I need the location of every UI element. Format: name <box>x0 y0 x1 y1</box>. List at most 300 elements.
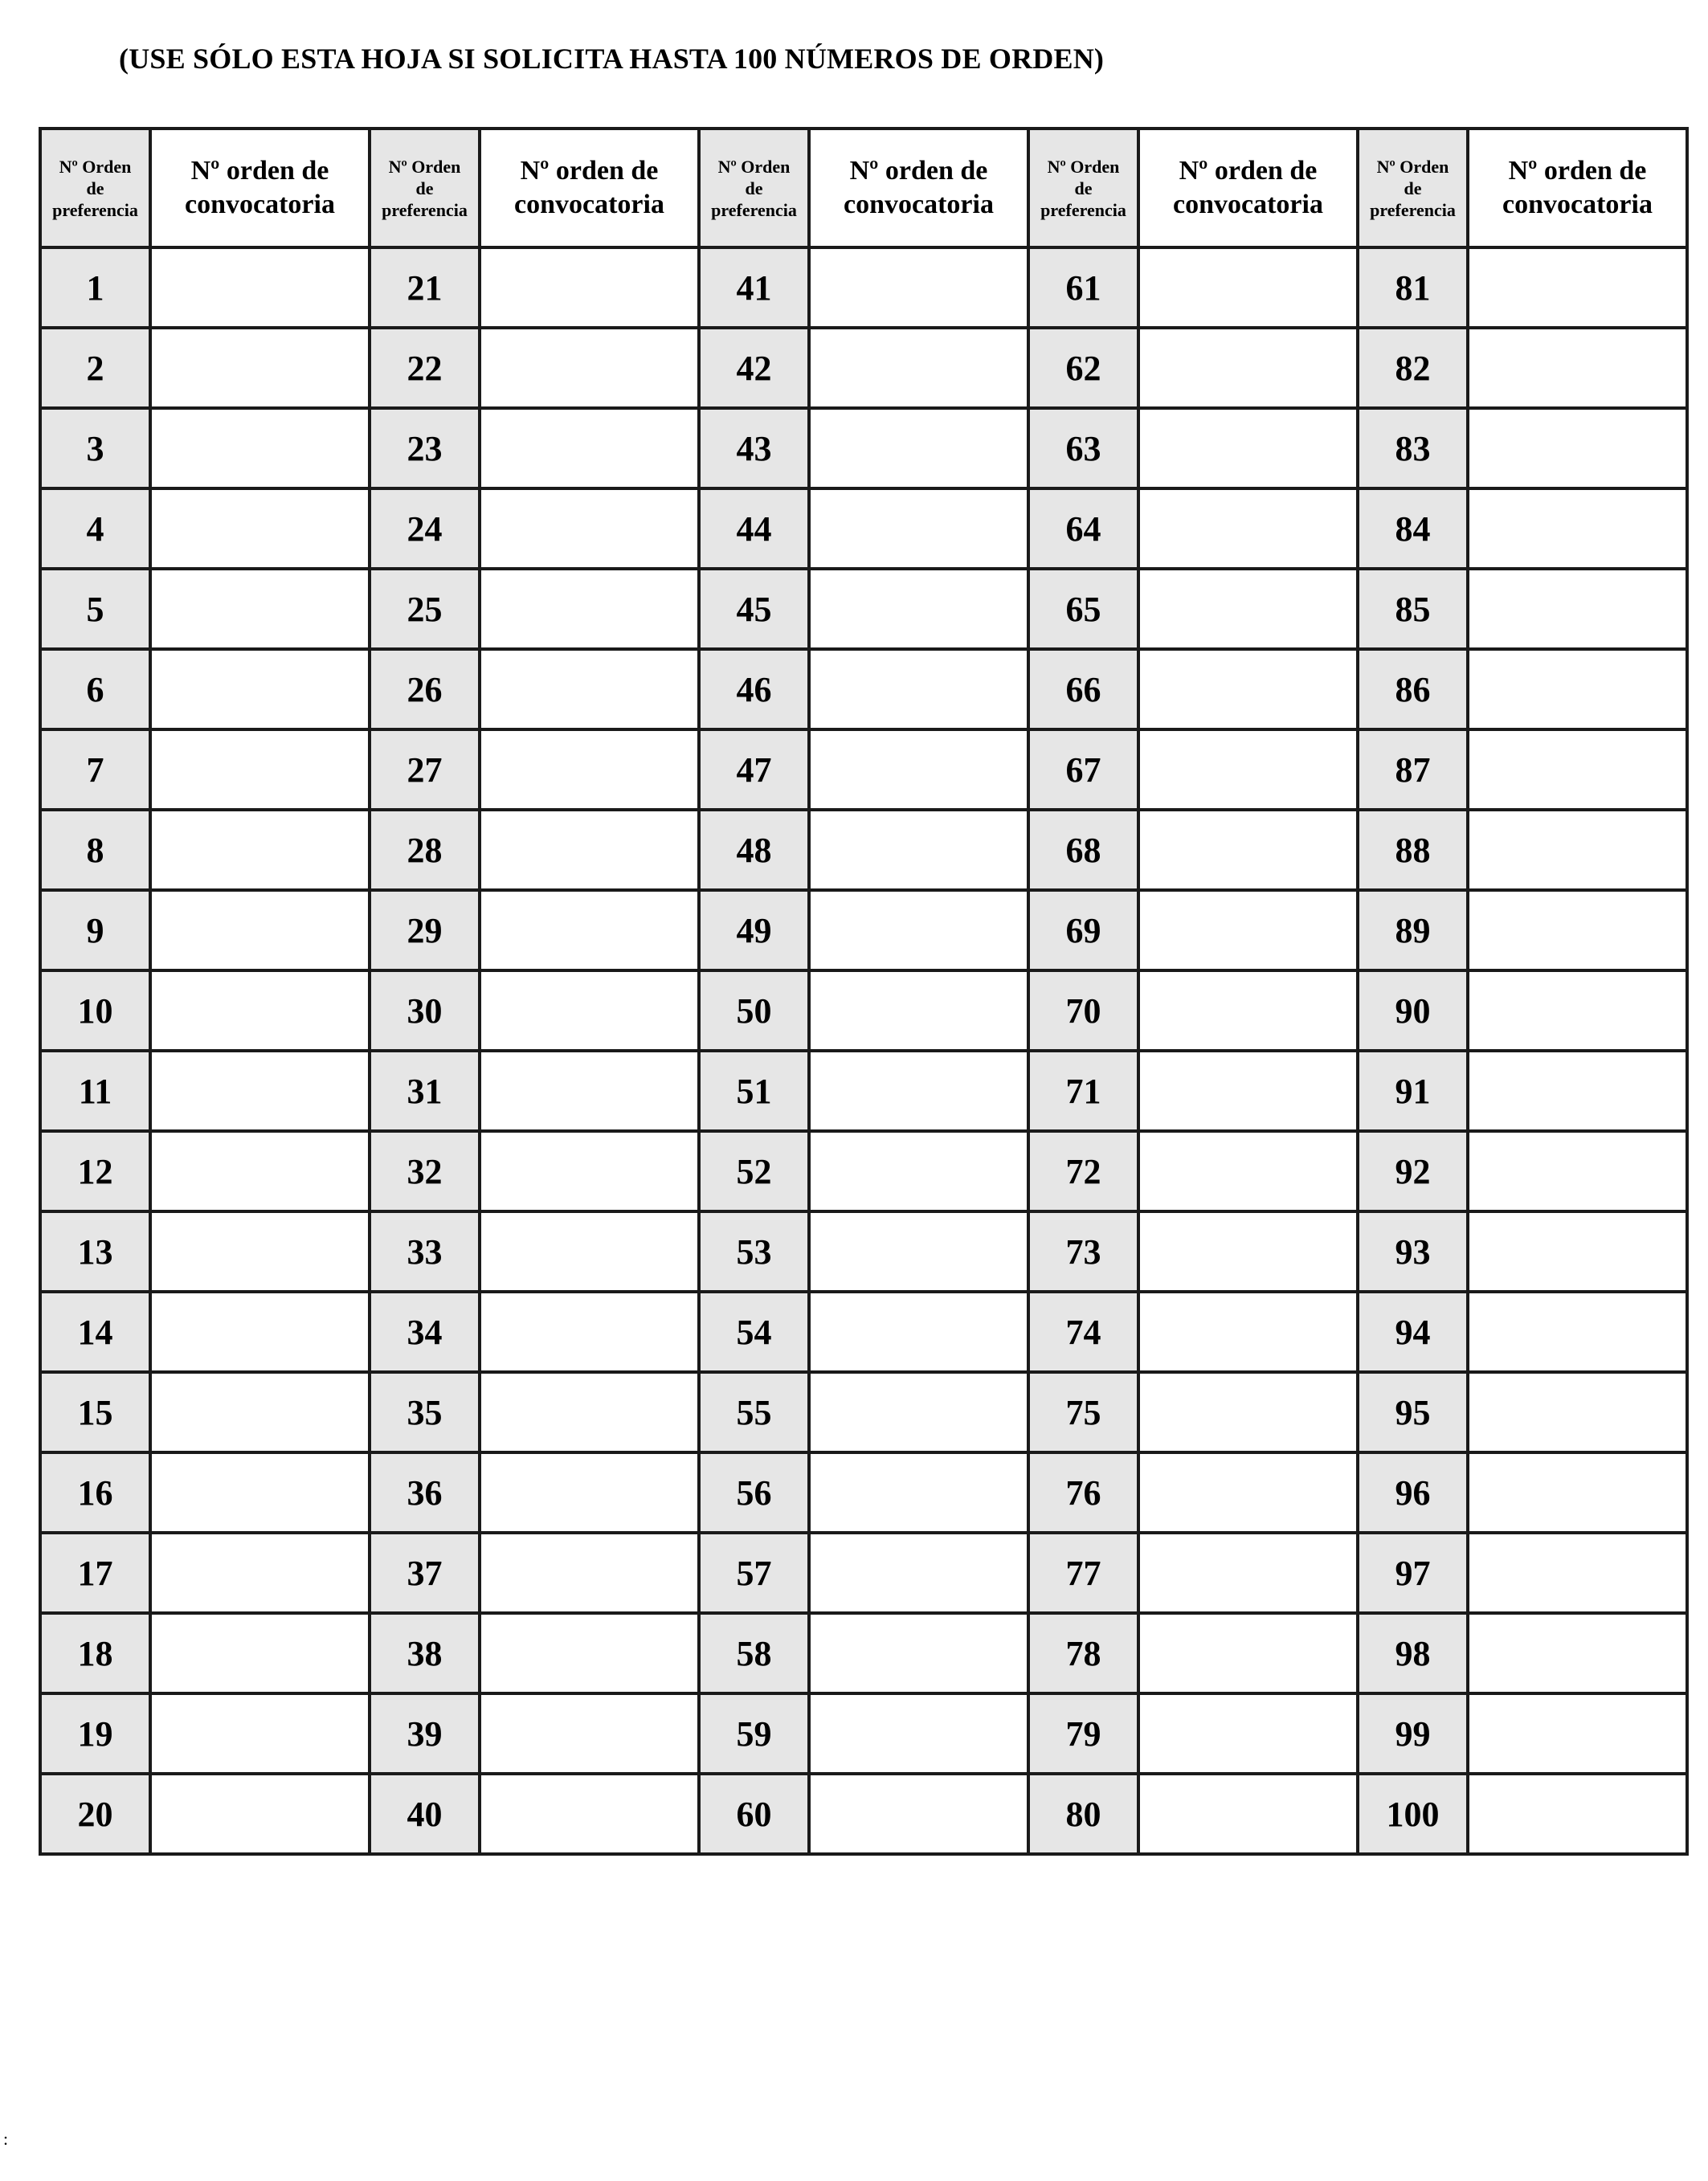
convocatoria-order-input[interactable] <box>811 913 1027 948</box>
convocatoria-cell[interactable] <box>480 1372 699 1452</box>
convocatoria-order-input[interactable] <box>1140 832 1356 868</box>
convocatoria-cell[interactable] <box>480 247 699 328</box>
preference-number: 48 <box>699 810 809 890</box>
convocatoria-cell[interactable] <box>150 1533 370 1613</box>
convocatoria-cell[interactable] <box>150 810 370 890</box>
convocatoria-cell[interactable] <box>480 569 699 649</box>
convocatoria-order-input[interactable] <box>1469 1154 1686 1189</box>
convocatoria-cell[interactable] <box>1468 1613 1687 1693</box>
preference-header <box>40 129 150 247</box>
convocatoria-order-input[interactable] <box>481 752 697 787</box>
convocatoria-cell[interactable] <box>480 890 699 970</box>
convocatoria-order-input[interactable] <box>1140 591 1356 627</box>
convocatoria-order-input[interactable] <box>481 1716 697 1751</box>
convocatoria-cell[interactable] <box>1468 569 1687 649</box>
convocatoria-cell[interactable] <box>150 1452 370 1533</box>
preference-number: 73 <box>1028 1211 1138 1292</box>
convocatoria-order-input[interactable] <box>152 913 368 948</box>
convocatoria-cell[interactable] <box>1138 970 1358 1051</box>
convocatoria-cell[interactable] <box>1468 1774 1687 1854</box>
convocatoria-order-input[interactable] <box>811 1796 1027 1832</box>
convocatoria-order-input[interactable] <box>152 752 368 787</box>
preference-number: 11 <box>40 1051 150 1131</box>
preference-number: 18 <box>40 1613 150 1693</box>
table-row <box>40 488 1687 569</box>
convocatoria-order-input[interactable] <box>481 511 697 546</box>
convocatoria-order-input[interactable] <box>1140 350 1356 386</box>
convocatoria-cell[interactable] <box>1468 1452 1687 1533</box>
convocatoria-order-input[interactable] <box>1469 993 1686 1028</box>
convocatoria-cell[interactable] <box>1468 1372 1687 1452</box>
convocatoria-order-input[interactable] <box>811 993 1027 1028</box>
convocatoria-cell[interactable] <box>809 970 1028 1051</box>
convocatoria-cell[interactable] <box>1138 1372 1358 1452</box>
convocatoria-cell[interactable] <box>809 1693 1028 1774</box>
convocatoria-cell[interactable] <box>150 408 370 488</box>
preference-header-line: preferencia <box>52 199 138 220</box>
preference-number: 97 <box>1358 1533 1468 1613</box>
convocatoria-order-input[interactable] <box>481 431 697 466</box>
preference-number: 56 <box>699 1452 809 1533</box>
convocatoria-order-input[interactable] <box>481 1636 697 1671</box>
table-row <box>40 1292 1687 1372</box>
convocatoria-cell[interactable] <box>1468 488 1687 569</box>
convocatoria-cell[interactable] <box>809 1613 1028 1693</box>
table-row <box>40 970 1687 1051</box>
convocatoria-order-input[interactable] <box>1469 431 1686 466</box>
preference-number: 100 <box>1358 1774 1468 1854</box>
convocatoria-order-input[interactable] <box>481 993 697 1028</box>
convocatoria-order-input[interactable] <box>1140 752 1356 787</box>
page-title: (USE SÓLO ESTA HOJA SI SOLICITA HASTA 100 NÚMEROS DE ORDEN) <box>119 43 1105 75</box>
convocatoria-cell[interactable] <box>1138 1292 1358 1372</box>
convocatoria-order-input[interactable] <box>811 1555 1027 1591</box>
convocatoria-order-input[interactable] <box>1140 913 1356 948</box>
preference-number: 47 <box>699 729 809 810</box>
convocatoria-order-input[interactable] <box>811 1154 1027 1189</box>
preference-header-line: Nº Orden <box>1376 156 1449 177</box>
convocatoria-order-input[interactable] <box>152 1555 368 1591</box>
preference-number: 88 <box>1358 810 1468 890</box>
convocatoria-order-input[interactable] <box>1140 1475 1356 1510</box>
convocatoria-order-input[interactable] <box>1140 270 1356 305</box>
preference-header-line: preferencia <box>1040 199 1126 220</box>
convocatoria-cell[interactable] <box>150 1292 370 1372</box>
convocatoria-header-line: Nº orden de <box>1508 156 1647 186</box>
preference-number: 29 <box>370 890 480 970</box>
preference-number: 7 <box>40 729 150 810</box>
preference-number: 12 <box>40 1131 150 1211</box>
preference-header <box>1028 129 1138 247</box>
preference-number: 6 <box>40 649 150 729</box>
convocatoria-order-input[interactable] <box>1140 1395 1356 1430</box>
convocatoria-cell[interactable] <box>809 1292 1028 1372</box>
convocatoria-order-input[interactable] <box>811 832 1027 868</box>
convocatoria-cell[interactable] <box>1468 1051 1687 1131</box>
convocatoria-cell[interactable] <box>150 970 370 1051</box>
convocatoria-order-input[interactable] <box>1140 1073 1356 1109</box>
preference-number: 40 <box>370 1774 480 1854</box>
preference-number: 79 <box>1028 1693 1138 1774</box>
preference-number: 26 <box>370 649 480 729</box>
convocatoria-cell[interactable] <box>1138 890 1358 970</box>
convocatoria-cell[interactable] <box>1468 408 1687 488</box>
convocatoria-cell[interactable] <box>809 890 1028 970</box>
convocatoria-order-input[interactable] <box>481 270 697 305</box>
preference-number: 95 <box>1358 1372 1468 1452</box>
preference-number: 90 <box>1358 970 1468 1051</box>
convocatoria-cell[interactable] <box>809 1211 1028 1292</box>
convocatoria-order-input[interactable] <box>1469 1475 1686 1510</box>
convocatoria-header-line: Nº orden de <box>190 156 329 186</box>
preference-number: 54 <box>699 1292 809 1372</box>
convocatoria-cell[interactable] <box>1138 569 1358 649</box>
convocatoria-order-input[interactable] <box>152 1314 368 1350</box>
convocatoria-order-input[interactable] <box>152 993 368 1028</box>
convocatoria-order-input[interactable] <box>152 270 368 305</box>
convocatoria-order-input[interactable] <box>811 1475 1027 1510</box>
convocatoria-order-input[interactable] <box>811 591 1027 627</box>
convocatoria-order-input[interactable] <box>152 672 368 707</box>
convocatoria-cell[interactable] <box>1138 810 1358 890</box>
convocatoria-cell[interactable] <box>1468 1211 1687 1292</box>
preference-number: 22 <box>370 328 480 408</box>
convocatoria-cell[interactable] <box>809 1131 1028 1211</box>
convocatoria-order-input[interactable] <box>481 913 697 948</box>
convocatoria-order-input[interactable] <box>1469 752 1686 787</box>
preference-number: 13 <box>40 1211 150 1292</box>
convocatoria-cell[interactable] <box>1138 649 1358 729</box>
preference-order-table <box>39 127 1689 1856</box>
convocatoria-cell[interactable] <box>1138 1131 1358 1211</box>
convocatoria-cell[interactable] <box>480 408 699 488</box>
preference-number: 92 <box>1358 1131 1468 1211</box>
convocatoria-cell[interactable] <box>480 328 699 408</box>
convocatoria-order-input[interactable] <box>1469 672 1686 707</box>
convocatoria-cell[interactable] <box>150 569 370 649</box>
preference-number: 51 <box>699 1051 809 1131</box>
convocatoria-order-input[interactable] <box>1140 1555 1356 1591</box>
preference-header-line: preferencia <box>382 199 468 220</box>
convocatoria-order-input[interactable] <box>811 1073 1027 1109</box>
preference-number: 59 <box>699 1693 809 1774</box>
convocatoria-order-input[interactable] <box>811 270 1027 305</box>
convocatoria-order-input[interactable] <box>811 1314 1027 1350</box>
preference-header-line: Nº Orden <box>717 156 791 177</box>
convocatoria-order-input[interactable] <box>481 1395 697 1430</box>
convocatoria-cell[interactable] <box>480 1211 699 1292</box>
preference-header <box>370 129 480 247</box>
preference-number: 3 <box>40 408 150 488</box>
convocatoria-header <box>809 129 1028 247</box>
convocatoria-order-input[interactable] <box>481 1154 697 1189</box>
convocatoria-cell[interactable] <box>150 1131 370 1211</box>
preference-number: 57 <box>699 1533 809 1613</box>
convocatoria-order-input[interactable] <box>1140 1636 1356 1671</box>
preference-number: 27 <box>370 729 480 810</box>
convocatoria-cell[interactable] <box>150 649 370 729</box>
preference-number: 74 <box>1028 1292 1138 1372</box>
convocatoria-order-input[interactable] <box>1469 591 1686 627</box>
convocatoria-order-input[interactable] <box>1140 511 1356 546</box>
convocatoria-header-line: convocatoria <box>1502 190 1653 219</box>
preference-header <box>699 129 809 247</box>
preference-header-line: de <box>1404 178 1422 198</box>
convocatoria-order-input[interactable] <box>481 350 697 386</box>
convocatoria-header <box>1138 129 1358 247</box>
convocatoria-header <box>1468 129 1687 247</box>
convocatoria-cell[interactable] <box>1138 247 1358 328</box>
preference-number: 75 <box>1028 1372 1138 1452</box>
convocatoria-order-input[interactable] <box>152 1716 368 1751</box>
convocatoria-order-input[interactable] <box>1140 1234 1356 1269</box>
convocatoria-cell[interactable] <box>1468 890 1687 970</box>
convocatoria-cell[interactable] <box>1138 729 1358 810</box>
table-row <box>40 1533 1687 1613</box>
convocatoria-cell[interactable] <box>809 569 1028 649</box>
preference-number: 15 <box>40 1372 150 1452</box>
convocatoria-order-input[interactable] <box>152 591 368 627</box>
preference-number: 10 <box>40 970 150 1051</box>
convocatoria-order-input[interactable] <box>481 1555 697 1591</box>
preference-number: 28 <box>370 810 480 890</box>
table-row <box>40 1372 1687 1452</box>
convocatoria-order-input[interactable] <box>811 431 1027 466</box>
preference-header-line: de <box>1074 178 1093 198</box>
preference-number: 68 <box>1028 810 1138 890</box>
convocatoria-cell[interactable] <box>1468 970 1687 1051</box>
convocatoria-order-input[interactable] <box>811 1716 1027 1751</box>
convocatoria-order-input[interactable] <box>481 1073 697 1109</box>
preference-number: 2 <box>40 328 150 408</box>
convocatoria-cell[interactable] <box>809 247 1028 328</box>
preference-number: 21 <box>370 247 480 328</box>
convocatoria-order-input[interactable] <box>152 1154 368 1189</box>
convocatoria-cell[interactable] <box>480 1693 699 1774</box>
convocatoria-cell[interactable] <box>480 488 699 569</box>
convocatoria-cell[interactable] <box>809 488 1028 569</box>
convocatoria-order-input[interactable] <box>152 1073 368 1109</box>
convocatoria-order-input[interactable] <box>1469 1716 1686 1751</box>
convocatoria-cell[interactable] <box>1138 328 1358 408</box>
convocatoria-cell[interactable] <box>809 1051 1028 1131</box>
convocatoria-header-line: convocatoria <box>514 190 664 219</box>
convocatoria-order-input[interactable] <box>481 1314 697 1350</box>
convocatoria-header-line: Nº orden de <box>849 156 988 186</box>
convocatoria-cell[interactable] <box>809 408 1028 488</box>
convocatoria-cell[interactable] <box>480 1533 699 1613</box>
convocatoria-cell[interactable] <box>150 328 370 408</box>
convocatoria-cell[interactable] <box>809 810 1028 890</box>
convocatoria-cell[interactable] <box>480 649 699 729</box>
convocatoria-cell[interactable] <box>809 649 1028 729</box>
convocatoria-header-line: Nº orden de <box>520 156 659 186</box>
preference-number: 83 <box>1358 408 1468 488</box>
convocatoria-order-input[interactable] <box>1140 1716 1356 1751</box>
table-row <box>40 1051 1687 1131</box>
convocatoria-cell[interactable] <box>150 1693 370 1774</box>
preference-number: 16 <box>40 1452 150 1533</box>
convocatoria-cell[interactable] <box>1468 810 1687 890</box>
convocatoria-cell[interactable] <box>480 1452 699 1533</box>
convocatoria-cell[interactable] <box>1468 247 1687 328</box>
convocatoria-order-input[interactable] <box>1469 1555 1686 1591</box>
convocatoria-order-input[interactable] <box>481 591 697 627</box>
convocatoria-order-input[interactable] <box>1469 270 1686 305</box>
convocatoria-header <box>480 129 699 247</box>
convocatoria-cell[interactable] <box>1468 1533 1687 1613</box>
preference-number: 39 <box>370 1693 480 1774</box>
convocatoria-order-input[interactable] <box>152 1234 368 1269</box>
convocatoria-cell[interactable] <box>809 1452 1028 1533</box>
convocatoria-order-input[interactable] <box>481 672 697 707</box>
convocatoria-order-input[interactable] <box>481 832 697 868</box>
convocatoria-order-input[interactable] <box>152 511 368 546</box>
preference-number: 36 <box>370 1452 480 1533</box>
table-row <box>40 1613 1687 1693</box>
convocatoria-order-input[interactable] <box>1469 1314 1686 1350</box>
convocatoria-cell[interactable] <box>480 1051 699 1131</box>
footer-mark: : <box>3 2129 9 2149</box>
convocatoria-cell[interactable] <box>150 488 370 569</box>
convocatoria-order-input[interactable] <box>811 350 1027 386</box>
convocatoria-order-input[interactable] <box>152 1636 368 1671</box>
convocatoria-cell[interactable] <box>809 328 1028 408</box>
preference-number: 23 <box>370 408 480 488</box>
convocatoria-header-line: convocatoria <box>185 190 335 219</box>
convocatoria-order-input[interactable] <box>811 1636 1027 1671</box>
convocatoria-cell[interactable] <box>480 970 699 1051</box>
convocatoria-order-input[interactable] <box>1140 431 1356 466</box>
convocatoria-cell[interactable] <box>1138 1693 1358 1774</box>
preference-number: 67 <box>1028 729 1138 810</box>
preference-header-line: de <box>745 178 763 198</box>
convocatoria-order-input[interactable] <box>811 672 1027 707</box>
convocatoria-cell[interactable] <box>150 247 370 328</box>
convocatoria-cell[interactable] <box>809 1372 1028 1452</box>
convocatoria-cell[interactable] <box>1138 1211 1358 1292</box>
convocatoria-cell[interactable] <box>150 1372 370 1452</box>
convocatoria-cell[interactable] <box>1138 488 1358 569</box>
table-row <box>40 729 1687 810</box>
preference-number: 42 <box>699 328 809 408</box>
convocatoria-order-input[interactable] <box>152 1395 368 1430</box>
convocatoria-cell[interactable] <box>1138 1533 1358 1613</box>
convocatoria-cell[interactable] <box>1138 1452 1358 1533</box>
convocatoria-order-input[interactable] <box>152 832 368 868</box>
preference-number: 71 <box>1028 1051 1138 1131</box>
convocatoria-order-input[interactable] <box>1469 1234 1686 1269</box>
preference-number: 94 <box>1358 1292 1468 1372</box>
convocatoria-cell[interactable] <box>150 1613 370 1693</box>
convocatoria-cell[interactable] <box>1468 1693 1687 1774</box>
convocatoria-cell[interactable] <box>480 1131 699 1211</box>
convocatoria-order-input[interactable] <box>152 1475 368 1510</box>
convocatoria-header-line: convocatoria <box>844 190 994 219</box>
convocatoria-order-input[interactable] <box>1140 1154 1356 1189</box>
preference-header-line: Nº Orden <box>59 156 132 177</box>
convocatoria-order-input[interactable] <box>1140 1314 1356 1350</box>
convocatoria-cell[interactable] <box>809 1774 1028 1854</box>
preference-number: 9 <box>40 890 150 970</box>
convocatoria-order-input[interactable] <box>811 752 1027 787</box>
preference-number: 37 <box>370 1533 480 1613</box>
convocatoria-cell[interactable] <box>150 1774 370 1854</box>
preference-number: 86 <box>1358 649 1468 729</box>
convocatoria-cell[interactable] <box>1468 649 1687 729</box>
convocatoria-cell[interactable] <box>1468 1131 1687 1211</box>
preference-number: 80 <box>1028 1774 1138 1854</box>
convocatoria-order-input[interactable] <box>1469 511 1686 546</box>
convocatoria-cell[interactable] <box>150 890 370 970</box>
convocatoria-order-input[interactable] <box>152 431 368 466</box>
preference-header-line: de <box>415 178 434 198</box>
convocatoria-order-input[interactable] <box>152 350 368 386</box>
convocatoria-cell[interactable] <box>1138 1613 1358 1693</box>
convocatoria-order-input[interactable] <box>1140 1796 1356 1832</box>
preference-number: 93 <box>1358 1211 1468 1292</box>
convocatoria-cell[interactable] <box>480 810 699 890</box>
convocatoria-order-input[interactable] <box>1469 913 1686 948</box>
preference-number: 78 <box>1028 1613 1138 1693</box>
convocatoria-order-input[interactable] <box>1469 350 1686 386</box>
convocatoria-order-input[interactable] <box>811 1395 1027 1430</box>
preference-number: 44 <box>699 488 809 569</box>
convocatoria-cell[interactable] <box>809 1533 1028 1613</box>
preference-number: 62 <box>1028 328 1138 408</box>
preference-number: 24 <box>370 488 480 569</box>
convocatoria-cell[interactable] <box>480 1292 699 1372</box>
preference-number: 14 <box>40 1292 150 1372</box>
convocatoria-order-input[interactable] <box>1469 1796 1686 1832</box>
convocatoria-order-input[interactable] <box>481 1796 697 1832</box>
table-row <box>40 1211 1687 1292</box>
convocatoria-cell[interactable] <box>150 729 370 810</box>
preference-number: 52 <box>699 1131 809 1211</box>
convocatoria-order-input[interactable] <box>1469 1395 1686 1430</box>
table-body <box>40 247 1687 1854</box>
convocatoria-cell[interactable] <box>150 1211 370 1292</box>
table-header-row <box>40 129 1687 247</box>
convocatoria-cell[interactable] <box>1138 1051 1358 1131</box>
convocatoria-order-input[interactable] <box>481 1234 697 1269</box>
convocatoria-cell[interactable] <box>150 1051 370 1131</box>
preference-number: 89 <box>1358 890 1468 970</box>
convocatoria-order-input[interactable] <box>1469 1073 1686 1109</box>
convocatoria-order-input[interactable] <box>811 511 1027 546</box>
preference-number: 81 <box>1358 247 1468 328</box>
table-row <box>40 649 1687 729</box>
convocatoria-cell[interactable] <box>809 729 1028 810</box>
convocatoria-cell[interactable] <box>1138 1774 1358 1854</box>
convocatoria-cell[interactable] <box>1468 328 1687 408</box>
convocatoria-cell[interactable] <box>480 1774 699 1854</box>
convocatoria-order-input[interactable] <box>1469 1636 1686 1671</box>
convocatoria-order-input[interactable] <box>1469 832 1686 868</box>
convocatoria-cell[interactable] <box>480 1613 699 1693</box>
convocatoria-order-input[interactable] <box>481 1475 697 1510</box>
convocatoria-cell[interactable] <box>1468 1292 1687 1372</box>
convocatoria-order-input[interactable] <box>1140 672 1356 707</box>
convocatoria-cell[interactable] <box>1138 408 1358 488</box>
convocatoria-cell[interactable] <box>1468 729 1687 810</box>
convocatoria-order-input[interactable] <box>811 1234 1027 1269</box>
preference-number: 19 <box>40 1693 150 1774</box>
preference-number: 8 <box>40 810 150 890</box>
convocatoria-cell[interactable] <box>480 729 699 810</box>
convocatoria-order-input[interactable] <box>1140 993 1356 1028</box>
convocatoria-order-input[interactable] <box>152 1796 368 1832</box>
